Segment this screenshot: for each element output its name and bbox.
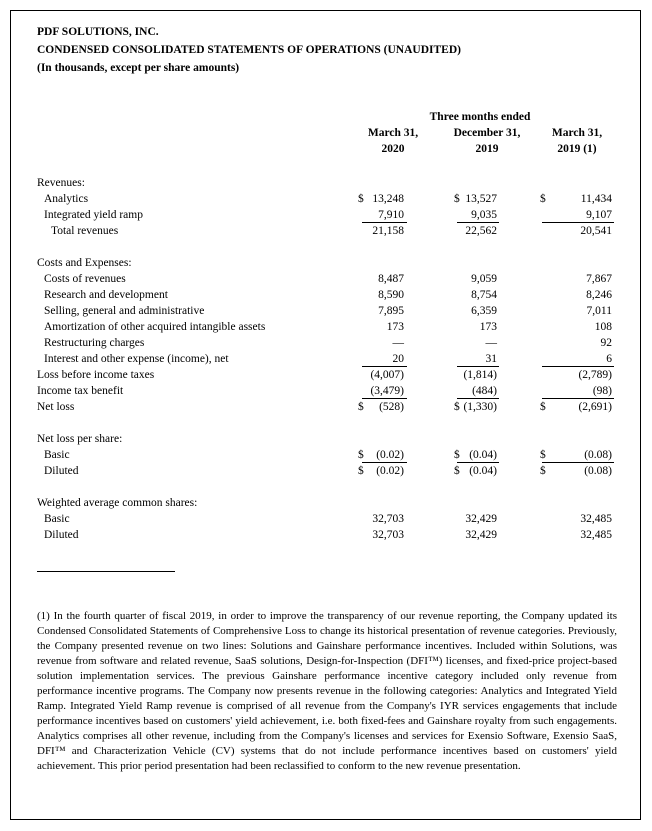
cell-col1: (0.02): [376, 465, 404, 477]
currency-symbol: $: [358, 449, 364, 461]
row-label: Loss before income taxes: [37, 369, 155, 381]
row-label: Costs and Expenses:: [37, 257, 132, 269]
cell-col3: 32,485: [580, 513, 612, 525]
cell-col1: (0.02): [376, 449, 404, 461]
table-row: [37, 320, 617, 335]
table-row: [37, 432, 617, 447]
footnote-separator: [37, 571, 175, 572]
col2-header-line1: December 31,: [453, 127, 521, 139]
cell-col3: 20,541: [580, 225, 612, 237]
table-row: [37, 384, 617, 399]
subtotal-rule: [362, 398, 407, 399]
table-row: [37, 352, 617, 367]
col3-header-line1: March 31,: [551, 127, 603, 139]
cell-col2: 13,527: [465, 193, 497, 205]
cell-col3: 7,011: [586, 305, 612, 317]
currency-symbol: $: [358, 193, 364, 205]
footnote-text: (1) In the fourth quarter of fiscal 2019, in order to improve the transparency of our revenue reporting, the Company updated its Condensed Consolidated Statements of Comprehensive Loss to change its historical presentation of revenue categories. Previously, the Company presented revenue on two lines: Solutions and Gainshare performance incentives. Included within Solutions, was revenue from software and related revenue, SaaS solutions, Design-for-Inspection (DFI™) licenses, and fixed-price project-based solution implementation services. The previous Gainshare performance incentive category included only revenue from performance incentive programs. The Company now presents revenue in the following categories: Analytics and Integrated Yield Ramp. Integrated Yield Ramp revenue is comprised of all revenue from the Company's IYR services engagements that include performance incentives based on customers' yield achievement, i.e. both fixed-fees and Gainshare royalty from such engagements. Analytics comprises all other revenue, including from the Company's licenses and services for Exensio Software, Exensio SaaS, DFI™ and Characterization Vehicle (CV) systems that do not include performance incentives based on customers' yield achievement. This prior period presentation had been reclassified to conform to the new revenue presentation.: [37, 610, 617, 772]
row-label: Costs of revenues: [44, 273, 126, 285]
cell-col3: 11,434: [580, 193, 612, 205]
cell-col1: 21,158: [372, 225, 404, 237]
cell-col2: 6,359: [471, 305, 497, 317]
cell-col2: (0.04): [469, 465, 497, 477]
table-row: [37, 400, 617, 415]
cell-col2: (484): [472, 385, 497, 397]
subtotal-rule: [542, 462, 614, 463]
cell-col3: (2,789): [578, 369, 612, 381]
cell-col3: 8,246: [586, 289, 612, 301]
row-label: Integrated yield ramp: [44, 209, 143, 221]
subtotal-rule: [457, 462, 499, 463]
table-row: [37, 304, 617, 319]
table-row: [37, 496, 617, 511]
currency-symbol: $: [540, 193, 546, 205]
cell-col2: 31: [485, 353, 497, 365]
cell-col2: 173: [479, 321, 497, 333]
currency-symbol: $: [358, 401, 364, 413]
cell-col3: (98): [592, 385, 612, 397]
subtotal-rule: [362, 222, 407, 223]
cell-col1: 20: [392, 353, 404, 365]
row-label: Total revenues: [51, 225, 119, 237]
cell-col3: 32,485: [580, 529, 612, 541]
cell-col1: 173: [386, 321, 404, 333]
cell-col1: 32,703: [372, 529, 404, 541]
subtotal-rule: [362, 462, 407, 463]
cell-col3: (0.08): [584, 449, 612, 461]
col2-header-line2: 2019: [475, 143, 499, 155]
table-row: [37, 176, 617, 191]
row-label: Weighted average common shares:: [37, 497, 198, 509]
cell-col3: 7,867: [586, 273, 612, 285]
table-row: [37, 192, 617, 207]
currency-symbol: $: [454, 449, 460, 461]
cell-col2: 9,035: [471, 209, 497, 221]
cell-col1: 32,703: [372, 513, 404, 525]
units-note: (In thousands, except per share amounts): [37, 62, 240, 74]
currency-symbol: $: [454, 193, 460, 205]
cell-col3: 108: [594, 321, 612, 333]
cell-col3: 92: [600, 337, 612, 349]
cell-col2: 8,754: [471, 289, 497, 301]
currency-symbol: $: [540, 449, 546, 461]
cell-col1: 8,590: [378, 289, 404, 301]
row-label: Amortization of other acquired intangible assets: [44, 321, 266, 333]
cell-col3: 9,107: [586, 209, 612, 221]
cell-col2: (0.04): [469, 449, 497, 461]
table-row: [37, 512, 617, 527]
currency-symbol: $: [540, 465, 546, 477]
subtotal-rule: [457, 222, 499, 223]
subtotal-rule: [542, 222, 614, 223]
row-label: Basic: [44, 449, 70, 461]
currency-symbol: $: [454, 465, 460, 477]
table-row: [37, 448, 617, 463]
cell-col3: 6: [606, 353, 612, 365]
table-row: [37, 288, 617, 303]
table-row: [37, 208, 617, 223]
row-label: Diluted: [44, 465, 79, 477]
table-row: [37, 464, 617, 479]
cell-col3: (2,691): [578, 401, 612, 413]
row-label: Interest and other expense (income), net: [44, 353, 229, 365]
cell-col2: 9,059: [471, 273, 497, 285]
table-row: [37, 528, 617, 543]
cell-col2: (1,814): [463, 369, 497, 381]
row-label: Diluted: [44, 529, 79, 541]
cell-col2: (1,330): [463, 401, 497, 413]
cell-col1: (528): [379, 401, 404, 413]
table-row: [37, 272, 617, 287]
cell-col2: 32,429: [465, 513, 497, 525]
col1-header-line1: March 31,: [367, 127, 419, 139]
subtotal-rule: [457, 398, 499, 399]
cell-col1: 7,910: [378, 209, 404, 221]
currency-symbol: $: [358, 465, 364, 477]
subtotal-rule: [457, 366, 499, 367]
statement-title: CONDENSED CONSOLIDATED STATEMENTS OF OPERATIONS (UNAUDITED): [37, 44, 461, 56]
cell-col3: (0.08): [584, 465, 612, 477]
col1-header-line2: 2020: [381, 143, 405, 155]
cell-col1: 13,248: [372, 193, 404, 205]
row-label: Revenues:: [37, 177, 85, 189]
cell-col2: 22,562: [465, 225, 497, 237]
row-label: Net loss per share:: [37, 433, 123, 445]
row-label: Net loss: [37, 401, 75, 413]
row-label: Income tax benefit: [37, 385, 124, 397]
row-label: Basic: [44, 513, 70, 525]
table-row: [37, 336, 617, 351]
table-row: [37, 224, 617, 239]
row-label: Restructuring charges: [44, 337, 145, 349]
col3-header-line2: 2019 (1): [557, 143, 597, 155]
cell-col1: (3,479): [370, 385, 404, 397]
row-label: Analytics: [44, 193, 89, 205]
cell-col1: 8,487: [378, 273, 404, 285]
subtotal-rule: [362, 366, 407, 367]
cell-col1: (4,007): [370, 369, 404, 381]
currency-symbol: $: [540, 401, 546, 413]
cell-col1: 7,895: [378, 305, 404, 317]
cell-col2: 32,429: [465, 529, 497, 541]
cell-col2: —: [485, 337, 497, 349]
table-row: [37, 256, 617, 271]
subtotal-rule: [542, 398, 614, 399]
currency-symbol: $: [454, 401, 460, 413]
row-label: Selling, general and administrative: [44, 305, 205, 317]
row-label: Research and development: [44, 289, 168, 301]
company-name: PDF SOLUTIONS, INC.: [37, 26, 159, 38]
table-row: [37, 368, 617, 383]
period-group-header: Three months ended: [429, 111, 531, 123]
cell-col1: —: [392, 337, 404, 349]
subtotal-rule: [542, 366, 614, 367]
